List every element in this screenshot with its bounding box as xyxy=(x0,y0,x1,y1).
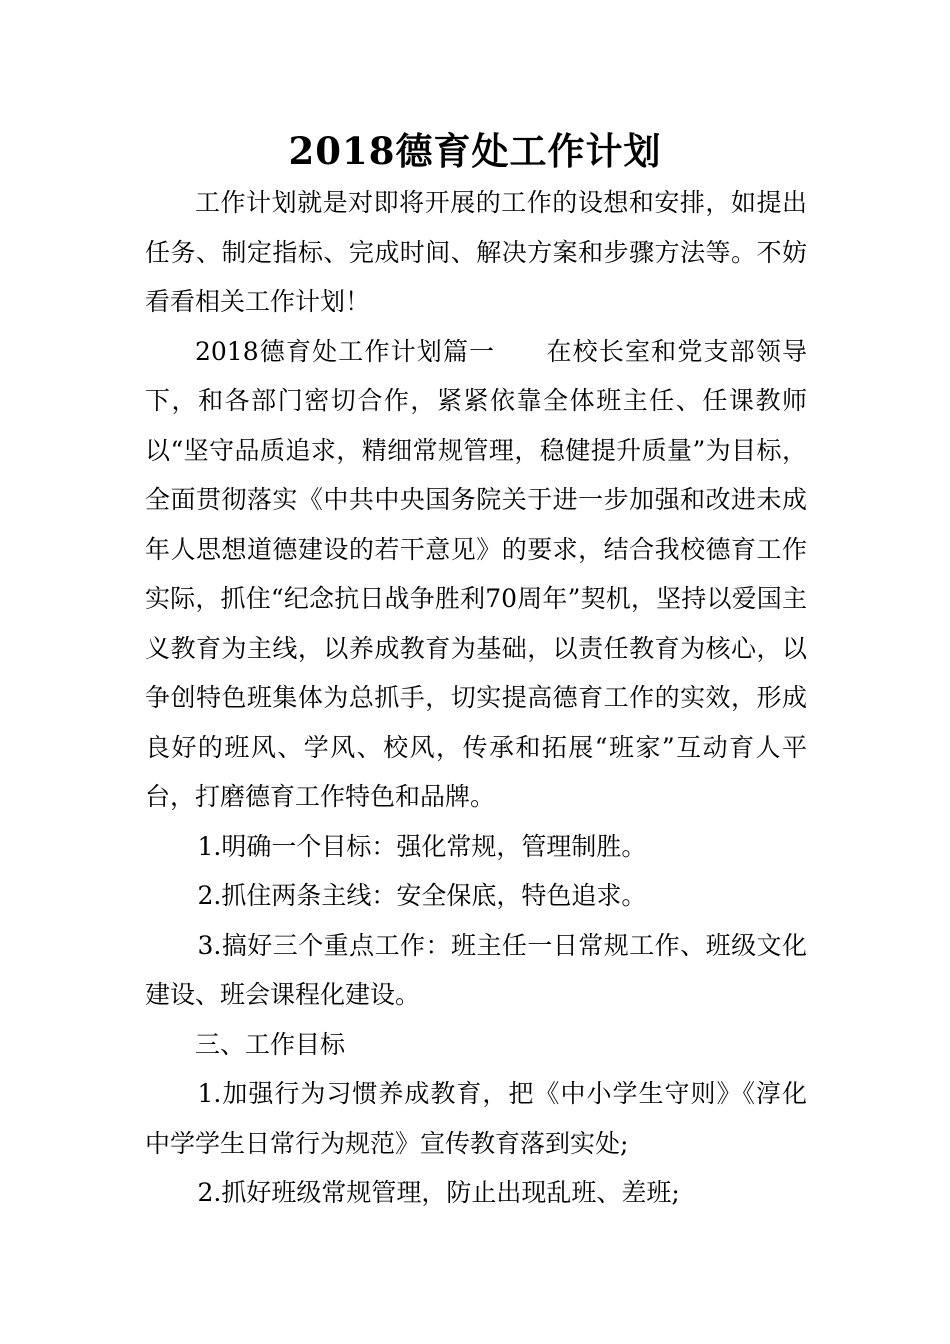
point-2: 2.抓住两条主线：安全保底，特色追求。 xyxy=(197,881,647,910)
goal-1: 1.加强行为习惯养成教育，把《中小学生守则》《淳化中学学生日常行为规范》宣传教育落到实处; xyxy=(145,1079,807,1158)
goals-heading: 三、工作目标 xyxy=(195,1029,346,1059)
section-heading: 2018德育处工作计划篇一 xyxy=(195,336,496,366)
goal-2: 2.抓好班级常规管理，防止出现乱班、差班; xyxy=(197,1178,680,1207)
document-title: 2018德育处工作计划 xyxy=(288,129,662,173)
point-3: 3.搞好三个重点工作：班主任一日常规工作、班级文化建设、班会课程化建设。 xyxy=(145,930,807,1009)
intro-paragraph: 工作计划就是对即将开展的工作的设想和安排，如提出任务、制定指标、完成时间、解决方案和步骤方法等。不妨看看相关工作计划！ xyxy=(145,188,807,316)
point-1: 1.明确一个目标：强化常规，管理制胜。 xyxy=(197,831,647,861)
document-body xyxy=(145,178,807,1218)
section-body: 在校长室和党支部领导下，和各部门密切合作，紧紧依靠全体班主任、任课教师以“坚守品质追求，精细常规管理，稳健提升质量”为目标，全面贯彻落实《中共中央国务院关于进一步加强和改进未成年人思想道德建设的若干意见》的要求，结合我校德育工作实际，抓住“纪念抗日战争胜利70周年”契机，坚持以爱国主义教育为主线，以养成教育为基础，以责任教育为核心，以争创特色班集体为总抓手，切实提高德育工作的实效，形成良好的班风、学风、校风，传承和拓展“班家”互动育人平台，打磨德育工作特色和品牌。 xyxy=(145,336,807,811)
section-paragraph xyxy=(145,327,807,822)
